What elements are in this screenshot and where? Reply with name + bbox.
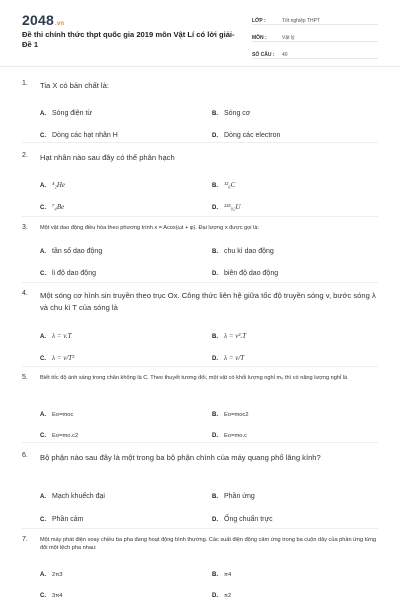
question-stem: Bộ phận nào sau đây là một trong ba bộ phận chính của máy quang phổ lăng kính?: [40, 453, 321, 462]
option-letter: D.: [212, 593, 218, 599]
option-c[interactable]: [40, 347, 74, 365]
option-text: Sóng điện từ: [52, 110, 93, 117]
option-text: ²³⁵₉₂U: [224, 203, 241, 211]
option-text: tần số dao động: [52, 248, 103, 255]
option-text: Sóng cơ: [224, 110, 251, 117]
option-letter: C.: [40, 205, 46, 211]
option-a[interactable]: [40, 174, 65, 192]
meta-label: SỐ CÂU :: [252, 52, 275, 58]
logo-suffix: .vn: [54, 21, 65, 27]
option-c[interactable]: [40, 508, 84, 526]
option-text: Dòng các electron: [224, 132, 281, 139]
question-stem: Một sóng cơ hình sin truyền theo trục Ox. Công thức liên hệ giữa tốc độ truyền sóng v, bước sóng λ và chu kì T của sóng là: [40, 291, 376, 312]
question-number: 7.: [22, 536, 28, 543]
option-b[interactable]: [212, 240, 274, 258]
question-number: 1.: [22, 80, 28, 87]
option-text: Phần cảm: [52, 516, 84, 523]
option-a[interactable]: [40, 102, 92, 120]
option-d[interactable]: [212, 347, 244, 365]
question-divider: [22, 216, 378, 217]
option-text: Eo=mo.c: [224, 433, 248, 439]
question-number: 6.: [22, 452, 28, 459]
option-text: λ = v².T: [224, 332, 247, 340]
option-text: biên độ dao động: [224, 270, 279, 277]
question-divider: [22, 528, 378, 529]
option-letter: B.: [212, 572, 218, 578]
option-text: Eo=moc2: [224, 412, 249, 418]
option-d[interactable]: [212, 508, 273, 526]
option-d[interactable]: [212, 424, 247, 442]
option-d[interactable]: [212, 262, 278, 280]
option-letter: A.: [40, 572, 46, 578]
option-text: 2π3: [52, 572, 63, 578]
option-letter: A.: [40, 183, 46, 189]
option-letter: B.: [212, 183, 218, 189]
logo-text: 2048: [22, 12, 54, 28]
question-number: 4.: [22, 290, 28, 297]
option-text: λ = v/T²: [52, 354, 75, 362]
header-divider: [0, 66, 400, 67]
option-b[interactable]: [212, 102, 250, 120]
option-letter: D.: [212, 205, 218, 211]
option-c[interactable]: [40, 196, 64, 214]
option-text: ⁷₄Be: [52, 203, 65, 211]
option-d[interactable]: [212, 124, 280, 142]
option-text: Eo=moc: [52, 412, 74, 418]
option-letter: C.: [40, 517, 46, 523]
option-text: λ = v.T: [52, 332, 72, 340]
option-text: 3π4: [52, 593, 63, 599]
option-letter: B.: [212, 412, 218, 418]
meta-label: MÔN :: [252, 35, 267, 41]
option-d[interactable]: [212, 584, 231, 602]
option-letter: B.: [212, 494, 218, 500]
option-text: π2: [224, 593, 232, 599]
question-number: 3.: [22, 224, 28, 231]
option-text: Dòng các hạt nhân H: [52, 132, 118, 139]
option-c[interactable]: [40, 424, 78, 442]
option-a[interactable]: [40, 240, 102, 258]
meta-row-subject: [252, 27, 378, 42]
option-c[interactable]: [40, 262, 96, 280]
page-header: [0, 0, 400, 66]
option-letter: B.: [212, 111, 218, 117]
option-text: Ống chuẩn trực: [224, 516, 273, 523]
option-a[interactable]: [40, 485, 105, 503]
option-a[interactable]: [40, 403, 73, 421]
option-text: ⁴₂He: [52, 181, 66, 189]
option-text: λ = v/T: [224, 354, 245, 362]
option-letter: C.: [40, 271, 46, 277]
option-b[interactable]: [212, 485, 255, 503]
question-divider: [22, 366, 378, 367]
option-letter: C.: [40, 356, 46, 362]
question-stem: Tia X có bản chất là:: [40, 81, 109, 90]
exam-meta: [252, 10, 378, 61]
option-letter: B.: [212, 334, 218, 340]
option-b[interactable]: [212, 325, 246, 343]
option-letter: A.: [40, 111, 46, 117]
option-text: li độ dao động: [52, 270, 96, 277]
option-letter: D.: [212, 271, 218, 277]
option-b[interactable]: [212, 563, 231, 581]
option-c[interactable]: [40, 124, 118, 142]
meta-row-question-count: [252, 44, 378, 59]
option-letter: D.: [212, 133, 218, 139]
option-letter: C.: [40, 433, 46, 439]
option-letter: B.: [212, 249, 218, 255]
meta-value: 40: [282, 52, 288, 58]
option-letter: C.: [40, 593, 46, 599]
option-letter: D.: [212, 517, 218, 523]
question-number: 5.: [22, 374, 28, 381]
option-text: ¹²₆C: [224, 181, 236, 189]
document-title: Đề thi chính thức thpt quốc gia 2019 môn Vật Lí có lời giải-Đề 1: [22, 30, 235, 49]
option-letter: A.: [40, 334, 46, 340]
option-d[interactable]: [212, 196, 241, 214]
meta-row-class: [252, 10, 378, 25]
option-text: Eo=mo.c2: [52, 433, 79, 439]
option-letter: A.: [40, 494, 46, 500]
option-text: π4: [224, 572, 232, 578]
option-b[interactable]: [212, 403, 249, 421]
option-letter: A.: [40, 249, 46, 255]
site-logo[interactable]: [22, 12, 64, 28]
question-stem: Hạt nhân nào sau đây có thể phân hạch: [40, 153, 175, 162]
meta-value: Vật lý: [282, 35, 295, 41]
meta-value: Tốt nghiệp THPT: [282, 18, 320, 24]
option-letter: A.: [40, 412, 46, 418]
option-b[interactable]: [212, 174, 235, 192]
question-stem: Biết tốc độ ánh sáng trong chân không là C. Theo thuyết tương đối, một vật có khối lượng nghỉ m₀ thì có năng lượng nghỉ là: [40, 375, 348, 381]
option-a[interactable]: [40, 563, 62, 581]
option-a[interactable]: [40, 325, 72, 343]
option-letter: C.: [40, 133, 46, 139]
question-divider: [22, 142, 378, 143]
meta-label: LỚP :: [252, 18, 266, 24]
option-text: Phần ứng: [224, 493, 255, 500]
option-c[interactable]: [40, 584, 62, 602]
option-text: Mạch khuếch đại: [52, 493, 105, 500]
question-divider: [22, 442, 378, 443]
option-letter: D.: [212, 433, 218, 439]
question-stem: Một máy phát điện xoay chiều ba pha đang hoạt động bình thường. Các suất điện động cảm ứng trong ba cuộn dây của phần ứng từng đôi một lệch pha nhau:: [40, 537, 377, 551]
question-stem: Một vật dao động điều hòa theo phương trình x = Acos(ωt + φ). Đại lượng x được gọi là:: [40, 225, 259, 231]
question-number: 2.: [22, 152, 28, 159]
option-text: chu kì dao động: [224, 248, 274, 255]
option-letter: D.: [212, 356, 218, 362]
question-divider: [22, 282, 378, 283]
